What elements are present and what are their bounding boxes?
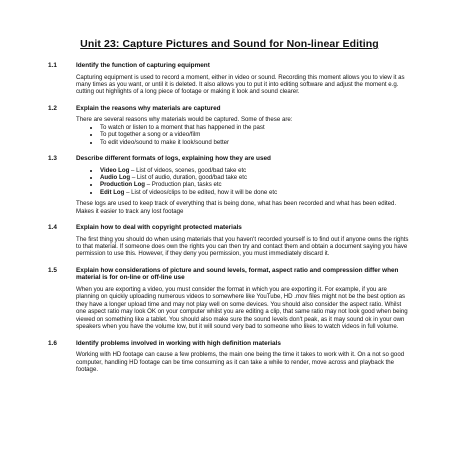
list-item xyxy=(100,167,411,174)
section-body xyxy=(48,116,411,146)
log-term: Audio Log xyxy=(100,174,131,182)
section-title: Explain how considerations of picture and sound levels, format, aspect ratio and compression differ when material is for on-line or off-line use xyxy=(76,266,399,282)
section-number: 1.2 xyxy=(48,104,57,112)
list-item: • To edit video/sound to make it look/sound better xyxy=(100,139,411,146)
section-body xyxy=(48,167,411,215)
log-term: Video Log xyxy=(100,166,130,174)
list-item: • To put together a song or a video/film xyxy=(100,131,411,138)
section-number: 1.3 xyxy=(48,155,57,163)
reasons-list xyxy=(76,124,411,146)
section-paragraph: There are several reasons why materials would be captured. Some of these are: xyxy=(76,116,293,124)
section-body xyxy=(48,351,411,373)
log-description: – List of audio, duration, good/bad take etc xyxy=(130,174,248,182)
log-term: Edit Log xyxy=(100,188,125,196)
section-1-3 xyxy=(48,155,411,215)
section-body xyxy=(48,236,411,258)
document-title: Unit 23: Capture Pictures and Sound for Non-linear Editing xyxy=(80,38,379,50)
section-title: Explain how to deal with copyright protected materials xyxy=(76,224,242,232)
list-item xyxy=(100,174,411,181)
section-paragraph: These logs are used to keep track of everything that is being done, what has been recorded and what has been edited. Makes it easier to track any lost footage xyxy=(76,200,397,215)
section-body xyxy=(48,286,411,330)
section-heading xyxy=(48,62,411,70)
log-term: Production Log xyxy=(100,181,146,189)
section-paragraph: Capturing equipment is used to record a moment, either in video or sound. Recording this moment allows you to view it as many times as you want, or until it is deleted. It also allows you to put it into editing software and adjust the moment e.g. cutting out highlights of a long piece of footage or making it look and sound clearer. xyxy=(76,73,405,96)
section-title: Identify problems involved in working with high definition materials xyxy=(76,339,281,347)
section-number: 1.6 xyxy=(48,339,57,347)
section-paragraph: The first thing you should do when using materials that you haven't recorded yourself is to find out if anyone owns the rights to that material. If someone does own the rights you can then try and contact them and obtain a document saying you have permission to use this. However, if they deny you permission, you must immediately discard it. xyxy=(76,235,409,258)
section-heading xyxy=(48,105,411,113)
log-formats-list xyxy=(76,167,411,197)
section-number: 1.1 xyxy=(48,62,57,69)
section-number: 1.5 xyxy=(48,266,57,274)
section-paragraph: When you are exporting a video, you must consider the format in which you are exporting it. For example, if you are planning on quickly uploading numerous videos to somewhere like YouTube, HD .mov files might not be the best option as they have a longer upload time and may not play well on some devices. You should also consider the aspect ratio. Whilst one aspect ratio may look OK on your computer whilst you are editing a clip, that same ratio may not look good when being viewed on something like a tablet. You should also make sure the sound levels don't peak, as it may sound ok in your own speakers when you have the volume low, but it will sound very bad to someone who likes to watch videos in full volume. xyxy=(76,286,408,331)
list-item xyxy=(100,189,411,196)
log-description: – List of videos/clips to be edited, how it will be done etc xyxy=(124,188,278,196)
section-heading xyxy=(48,340,411,348)
section-1-6 xyxy=(48,340,411,374)
log-description: – List of videos, scenes, good/bad take etc xyxy=(129,166,247,174)
section-1-2 xyxy=(48,105,411,146)
list-item xyxy=(100,181,411,188)
section-heading xyxy=(48,155,411,163)
section-heading xyxy=(48,267,411,282)
section-number: 1.4 xyxy=(48,224,57,232)
section-title: Identify the function of capturing equipment xyxy=(76,62,210,69)
section-paragraph: Working with HD footage can cause a few problems, the main one being the time it takes to work with it. On a not so good computer, handling HD footage can be time consuming as it can take a while to render, move across and playback the footage. xyxy=(76,351,405,373)
log-description: – Production plan, tasks etc xyxy=(145,181,222,189)
list-item: • To watch or listen to a moment that has happened in the past xyxy=(100,124,411,131)
section-1-1 xyxy=(48,62,411,96)
section-title: Describe different formats of logs, explaining how they are used xyxy=(76,155,271,163)
section-1-4 xyxy=(48,224,411,258)
section-body xyxy=(48,74,411,96)
section-1-5 xyxy=(48,267,411,331)
section-heading xyxy=(48,224,411,232)
section-title: Explain the reasons why materials are captured xyxy=(76,104,221,112)
